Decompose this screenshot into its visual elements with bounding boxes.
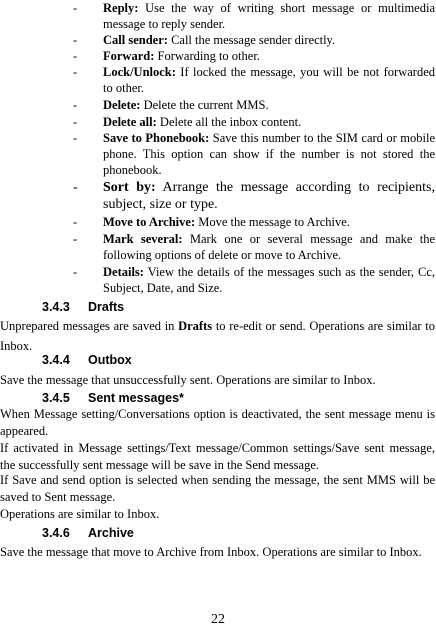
option-term: Reply: (103, 1, 139, 15)
drafts-bold-term: Drafts (178, 319, 213, 333)
option-description: View the details of the messages such as the sender, Cc, Subject, Date, and Size. (103, 265, 435, 295)
section-heading-drafts (42, 299, 124, 315)
list-item-call-sender (0, 32, 336, 48)
bullet-dash: - (73, 180, 78, 195)
bullet-dash: - (73, 49, 78, 63)
bullet-dash: - (73, 265, 78, 279)
section-number: 3.4.6 (42, 526, 70, 540)
option-term: Call sender: (103, 33, 168, 47)
list-item-save-to-phonebook (0, 130, 436, 178)
option-list (0, 0, 436, 295)
option-term: Details: (103, 265, 144, 279)
option-description: Save this number to the SIM card or mobile phone. This option can show if the number is not stored the phonebook. (103, 131, 435, 177)
option-term: Forward: (103, 49, 155, 63)
drafts-paragraph (0, 316, 435, 356)
list-item-reply (0, 0, 436, 32)
option-term: Delete all: (103, 115, 157, 129)
list-item-delete (0, 97, 270, 113)
sent-paragraph-4: Operations are similar to Inbox. (0, 507, 160, 521)
option-description: If locked the message, you will be not forwarded to other. (103, 65, 435, 95)
bullet-dash: - (73, 1, 78, 15)
bullet-dash: - (73, 98, 78, 112)
section-number: 3.4.3 (42, 300, 70, 314)
list-item-mark-several (0, 231, 436, 263)
option-description: Forwarding to other. (154, 49, 260, 63)
section-number: 3.4.4 (42, 353, 70, 367)
option-description: Call the message sender directly. (167, 33, 336, 47)
option-description: Use the way of writing short message or multimedia message to reply sender. (103, 1, 435, 31)
list-item-delete-all (0, 114, 302, 130)
section-heading-outbox (42, 352, 132, 368)
option-description: Delete all the inbox content. (156, 115, 302, 129)
option-term: Delete: (103, 98, 141, 112)
bullet-dash: - (73, 33, 78, 47)
list-item-forward (0, 48, 261, 64)
list-item-sort-by (0, 179, 436, 213)
option-description: Arrange the message according to recipients, subject, size or type. (103, 180, 435, 212)
option-description: Move the message to Archive. (195, 215, 350, 229)
option-description: Mark one or several message and make the following options of delete or move to Archive. (103, 232, 435, 262)
bullet-dash: - (73, 131, 78, 145)
option-term: Lock/Unlock: (103, 65, 176, 79)
section-title: Outbox (88, 353, 132, 367)
bullet-dash: - (73, 232, 78, 246)
section-title: Archive (88, 526, 134, 540)
option-term: Move to Archive: (103, 215, 196, 229)
drafts-text-rest: to re-edit or send. Operations are similar to Inbox. (0, 319, 435, 353)
page-number: 22 (211, 612, 225, 627)
archive-paragraph: Save the message that move to Archive from Inbox. Operations are similar to Inbox. (0, 545, 422, 559)
section-title: Drafts (88, 300, 125, 314)
sent-paragraph-2: If activated in Message settings/Text message/Common settings/Save sent message, the successfully sent message will be save in the Send message. (0, 441, 435, 472)
outbox-paragraph: Save the message that unsuccessfully sent. Operations are similar to Inbox. (0, 373, 376, 387)
section-heading-sent-messages (42, 390, 184, 406)
option-term: Save to Phonebook: (103, 131, 210, 145)
option-description: Delete the current MMS. (140, 98, 269, 112)
bullet-dash: - (73, 115, 78, 129)
bullet-dash: - (73, 215, 78, 229)
list-item-details (0, 264, 436, 296)
section-title: Sent messages* (88, 391, 184, 405)
section-heading-archive (42, 525, 134, 541)
sent-paragraph-3: If Save and send option is selected when sending the message, the sent MMS will be saved to Sent message. (0, 473, 435, 504)
list-item-move-to-archive (0, 214, 351, 230)
bullet-dash: - (73, 65, 78, 79)
option-term: Mark several: (103, 232, 183, 246)
drafts-text: Unprepared messages are saved in (0, 319, 179, 333)
section-number: 3.4.5 (42, 391, 70, 405)
list-item-lock-unlock (0, 64, 436, 96)
option-term: Sort by: (103, 180, 156, 195)
sent-paragraph-1: When Message setting/Conversations option is deactivated, the sent message menu is appeared. (0, 407, 435, 438)
